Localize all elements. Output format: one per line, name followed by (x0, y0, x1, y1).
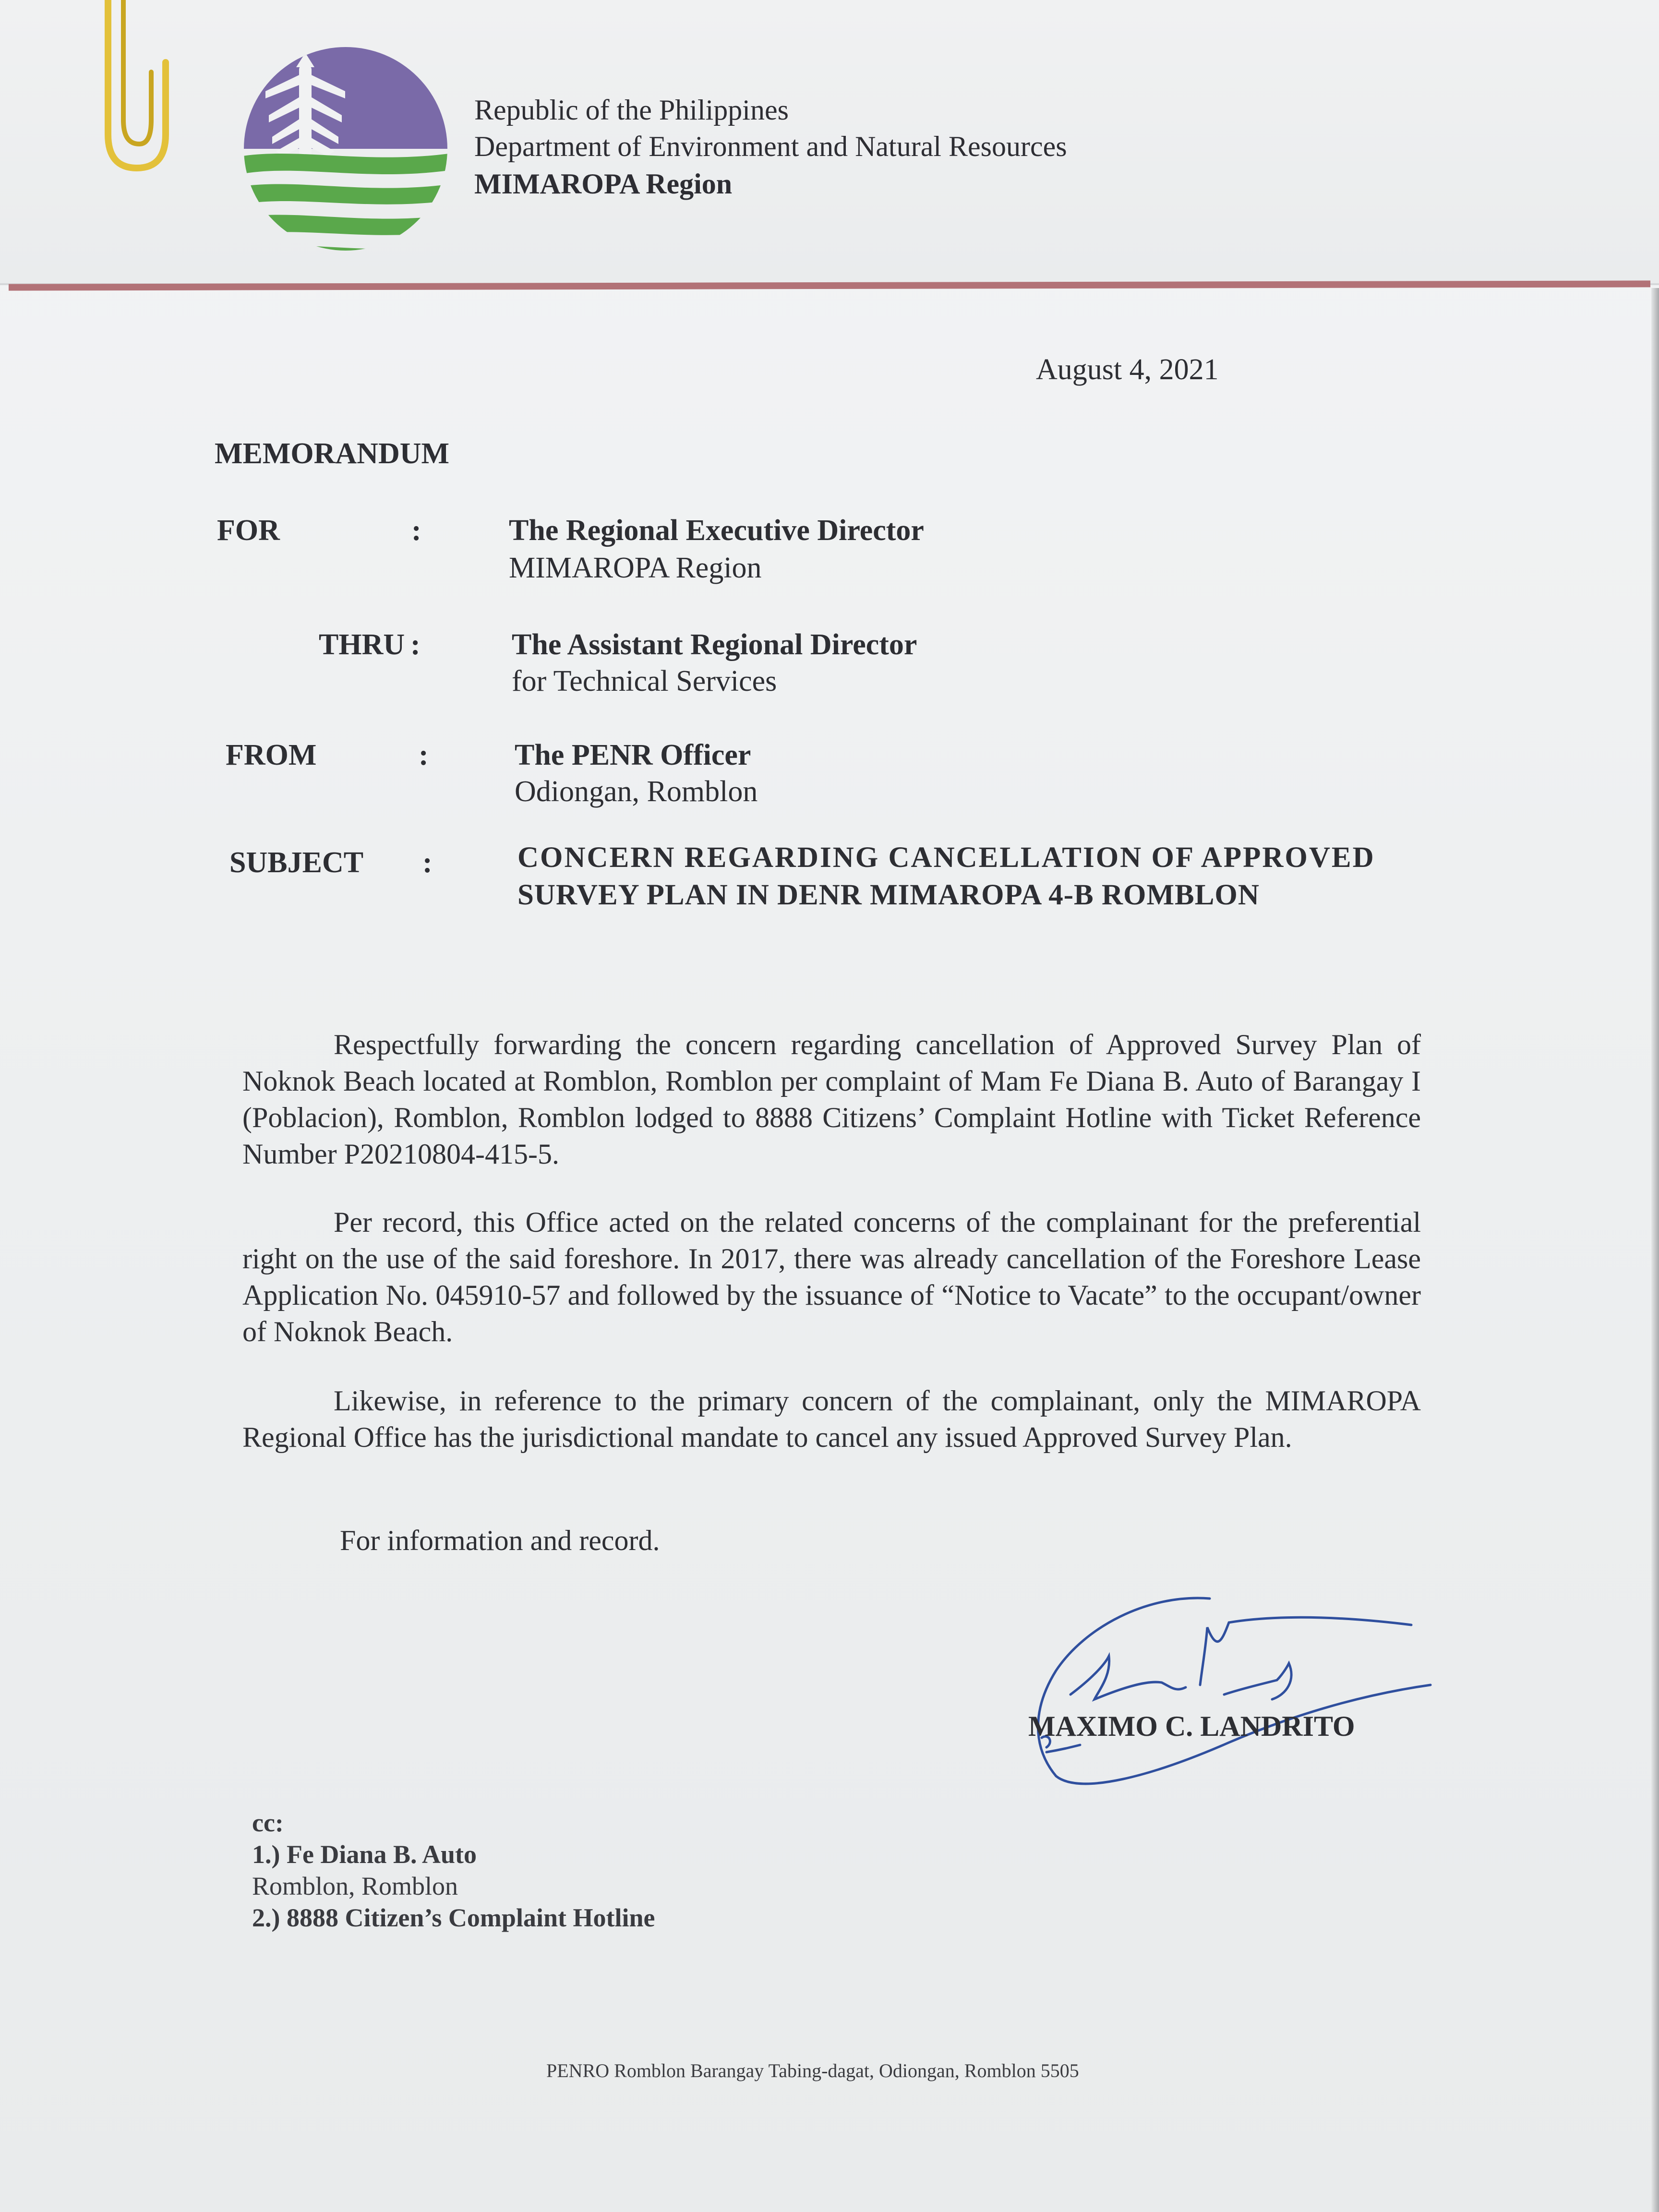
body-paragraph-2: Per record, this Office acted on the related concerns of the complainant for the preferential right on the use of the said foreshore. In 2017, there was already cancellation of the Foreshore Lease Application No. 045910-57 and followed by the issuance of “Notice to Vacate” to the occupant/owner of Noknok Beach. (242, 1206, 1421, 1347)
cc-item-1-address: Romblon, Romblon (252, 1872, 458, 1900)
footer-address: PENRO Romblon Barangay Tabing-dagat, Odiongan, Romblon 5505 (546, 2060, 1079, 2081)
cc-item-1: 1.) Fe Diana B. Auto (252, 1840, 477, 1869)
header-region: MIMAROPA Region (474, 168, 733, 200)
from-label: FROM (226, 739, 317, 771)
paperclip-icon (94, 0, 178, 182)
denr-tree-water-logo-icon (242, 38, 449, 259)
body-paragraph-1: Respectfully forwarding the concern regarding cancellation of Approved Survey Plan of Noknok Beach located at Romblon, Romblon per complaint of Mam Fe Diana B. Auto of Barangay I (Poblacion), Romblon, Romblon lodged to 8888 Citizens’ Complaint Hotline with Ticket Reference Number P20210804-415-5. (242, 1029, 1421, 1170)
from-colon: : (419, 739, 429, 771)
body-paragraph-3: Likewise, in reference to the primary concern of the complainant, only the MIMAROPA Regional Office has the jurisdictional mandate to cancel any issued Approved Survey Plan. (242, 1385, 1421, 1453)
from-sender-unit: Odiongan, Romblon (515, 775, 758, 808)
signatory-name: MAXIMO C. LANDRITO (1028, 1710, 1355, 1742)
cc-label: cc: (252, 1808, 284, 1837)
thru-recipient-unit: for Technical Services (512, 665, 777, 697)
for-recipient-unit: MIMAROPA Region (509, 552, 762, 584)
for-label: FOR (217, 514, 280, 547)
handwritten-signature-icon (1027, 1584, 1440, 1795)
from-sender-title: The PENR Officer (515, 739, 751, 771)
for-colon: : (411, 514, 421, 547)
subject-line-2: SURVEY PLAN IN DENR MIMAROPA 4-B ROMBLON (517, 879, 1260, 911)
header-department: Department of Environment and Natural Resources (474, 131, 1067, 162)
memo-date: August 4, 2021 (1036, 353, 1219, 386)
memo-title: MEMORANDUM (215, 437, 450, 470)
for-recipient-title: The Regional Executive Director (509, 514, 924, 547)
thru-recipient-title: The Assistant Regional Director (512, 628, 917, 661)
subject-label: SUBJECT (229, 846, 364, 879)
subject-line-1: CONCERN REGARDING CANCELLATION OF APPROVED (517, 842, 1375, 874)
cc-item-2: 2.) 8888 Citizen’s Complaint Hotline (252, 1903, 655, 1932)
header-republic: Republic of the Philippines (474, 94, 789, 126)
thru-colon: : (410, 628, 421, 661)
thru-label: THRU (319, 628, 405, 661)
body-closing: For information and record. (340, 1525, 660, 1556)
page-edge-shadow (1651, 288, 1659, 2212)
subject-colon: : (422, 846, 433, 879)
